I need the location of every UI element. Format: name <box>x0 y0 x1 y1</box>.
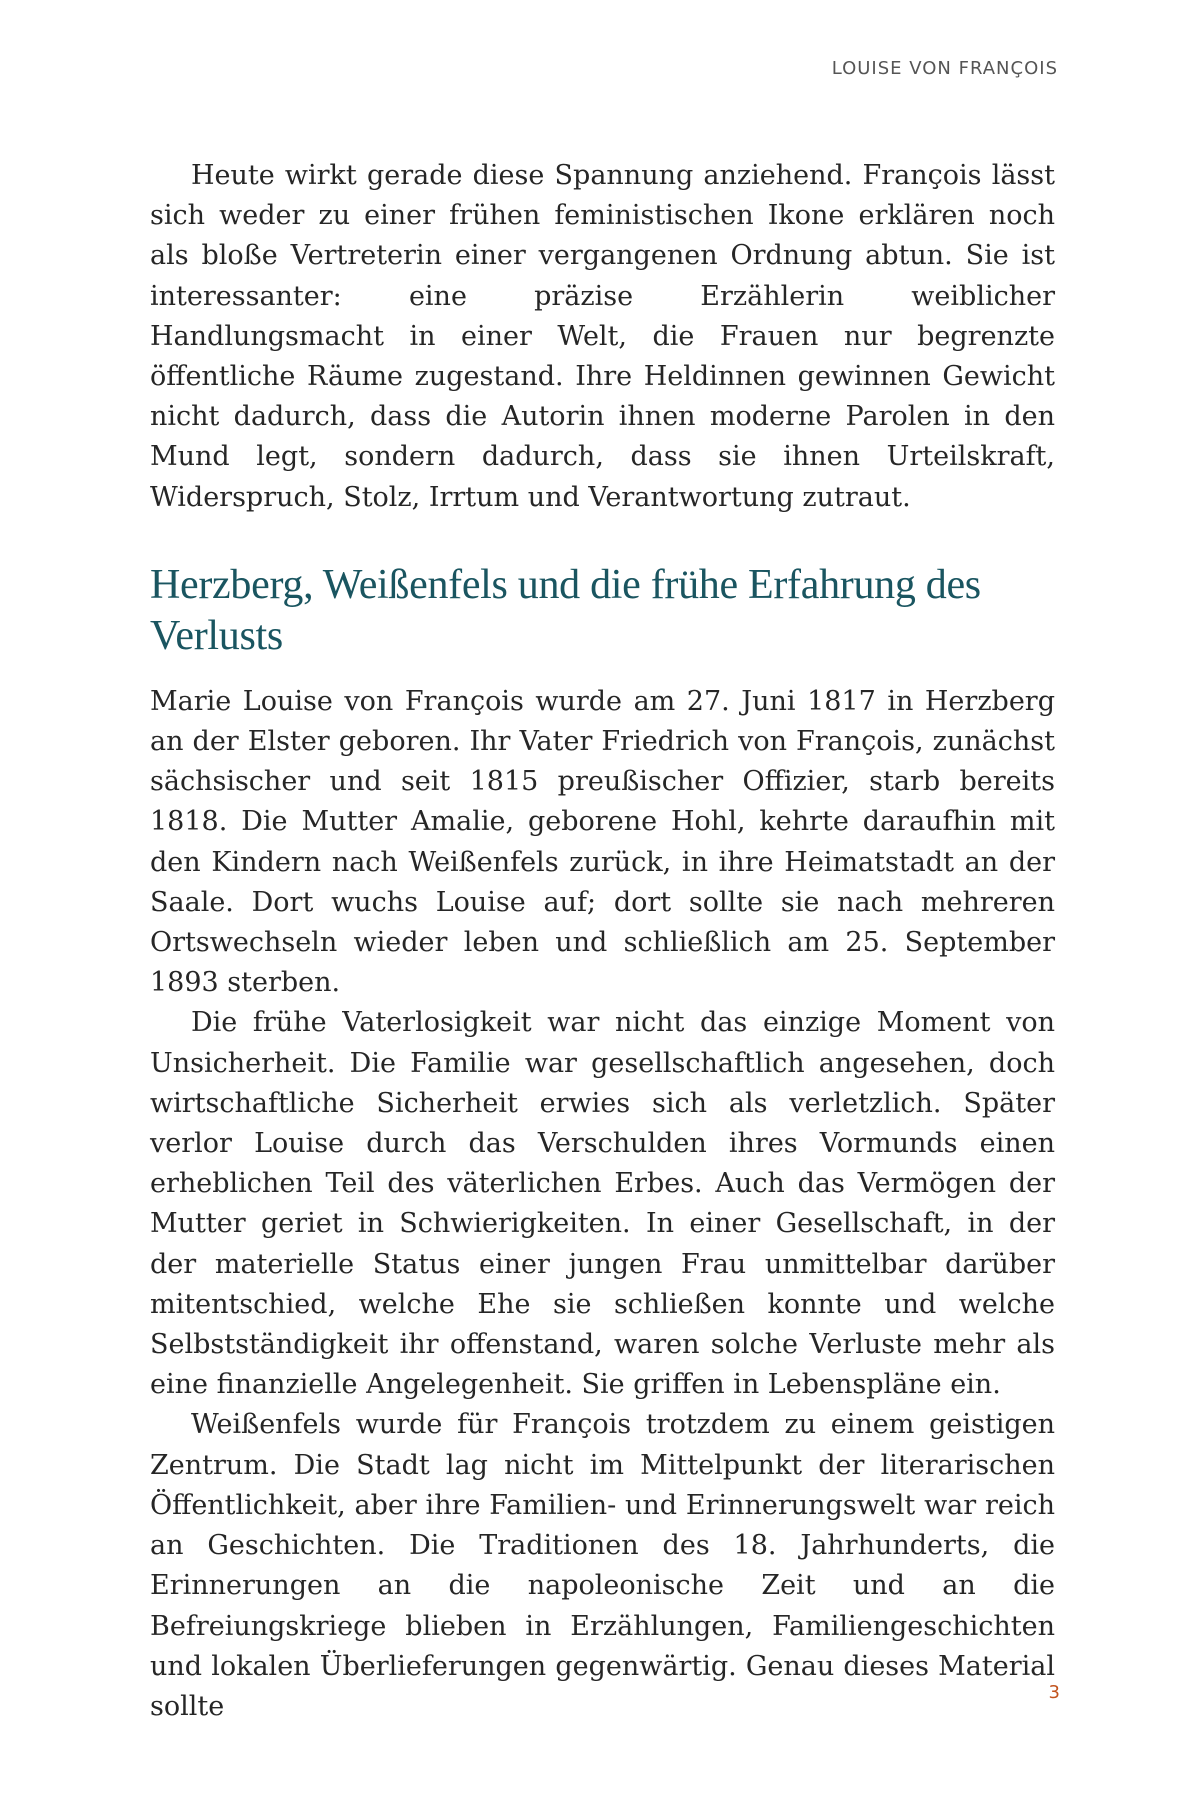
body-paragraph-1: Marie Louise von François wurde am 27. Juni 1817 in Herzberg an der Elster geboren. Ihr Vater Friedrich von François, zunächst sächsischer und seit 1815 preußischer Offizier, starb bereits 1818. Die Mutter Amalie, geborene Hohl, kehrte daraufhin mit den Kindern nach Weißenfels zurück, in ihre Heimatstadt an der Saale. Dort wuchs Louise auf; dort sollte sie nach mehreren Ortswechseln wieder leben und schließlich am 25. September 1893 sterben. <box>150 685 1055 999</box>
body-paragraph-2: Die frühe Vaterlosigkeit war nicht das einzige Moment von Unsicherheit. Die Familie war gesellschaftlich angesehen, doch wirtschaftliche Sicherheit erwies sich als verletzlich. Später verlor Louise durch das Verschulden ihres Vormunds einen erheblichen Teil des väterlichen Erbes. Auch das Vermögen der Mutter geriet in Schwierigkeiten. In einer Gesellschaft, in der der materielle Status einer jungen Frau unmittelbar darüber mitentschied, welche Ehe sie schließen konnte und welche Selbstständigkeit ihr offenstand, waren solche Verluste mehr als eine finanzielle Angelegenheit. Sie griffen in Lebenspläne ein. <box>150 1007 1055 1401</box>
page-content <box>150 156 1055 1727</box>
intro-paragraph: Heute wirkt gerade diese Spannung anziehend. François lässt sich weder zu einer frühen feministischen Ikone erklären noch als bloße Vertreterin einer vergangenen Ordnung abtun. Sie ist interessanter: eine präzise Erzählerin weiblicher Handlungsmacht in einer Welt, die Frauen nur begrenzte öffentliche Räume zugestand. Ihre Heldinnen gewinnen Gewicht nicht dadurch, dass die Autorin ihnen moderne Parolen in den Mund legt, sondern dadurch, dass sie ihnen Urteilskraft, Widerspruch, Stolz, Irrtum und Verantwortung zutraut. <box>150 160 1055 513</box>
body-paragraph-3: Weißenfels wurde für François trotzdem zu einem geistigen Zentrum. Die Stadt lag nicht im Mittelpunkt der literarischen Öffentlichkeit, aber ihre Familien- und Erinnerungswelt war reich an Geschichten. Die Traditionen des 18. Jahrhunderts, die Erinnerungen an die napoleonische Zeit und an die Befreiungskriege blieben in Erzählungen, Familiengeschichten und lokalen Überlieferungen gegenwärtig. Genau dieses Material sollte <box>150 1409 1055 1722</box>
running-header: LOUISE VON FRANÇOIS <box>831 58 1058 79</box>
section-heading: Herzberg, Weißenfels und die frühe Erfahrung des Verlusts <box>150 561 981 659</box>
page-number: 3 <box>1048 1682 1060 1703</box>
